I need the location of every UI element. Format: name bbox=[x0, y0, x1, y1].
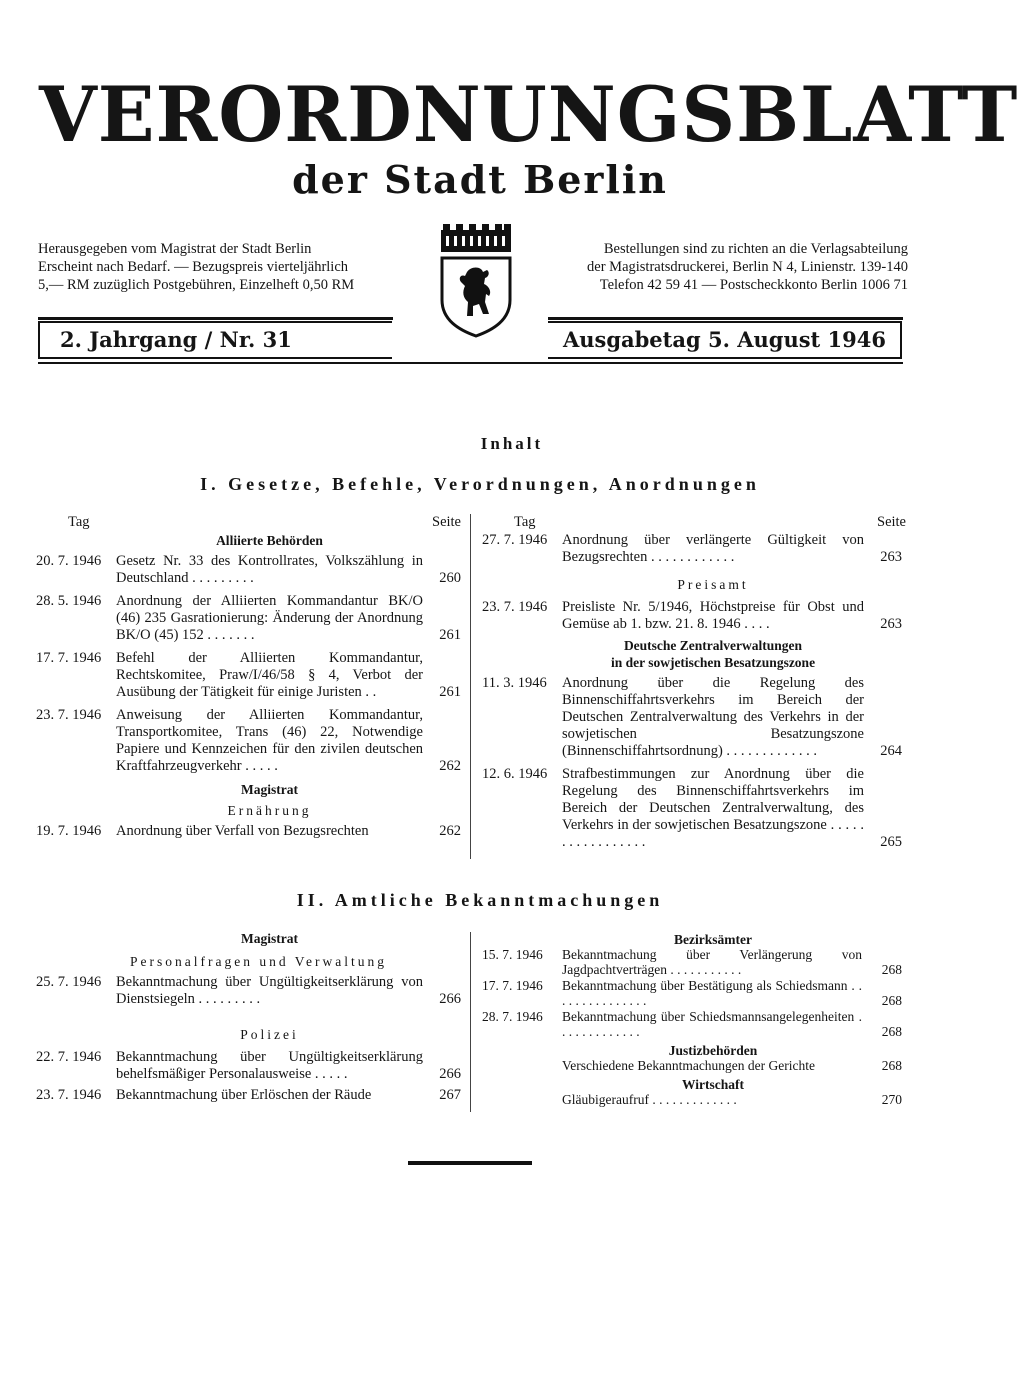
list-item bbox=[36, 707, 461, 775]
entry-text: Bekanntmachung über Ungültigkeitserklärung von Dienstsiegeln . . . . . . . . . bbox=[116, 974, 423, 1007]
end-rule bbox=[408, 1161, 532, 1165]
entry-date: 23. 7. 1946 bbox=[482, 599, 548, 615]
issue-box-left bbox=[38, 321, 392, 359]
entry-text: Bekanntmachung über Bestätigung als Schiedsmann . . . . . . . . . . . . . . . bbox=[562, 978, 862, 1008]
entry-date: 22. 7. 1946 bbox=[36, 1049, 102, 1065]
entry-page: 263 bbox=[880, 616, 902, 632]
entry-text: Strafbestimmungen zur Anordnung über die Regelung des Binnenschiffahrtsverkehrs im Bereich der Deutschen Zentralverwaltung, des Verkehrs in der sowjetischen Besatzungszone . . . . . . . . . . . . . . . . . bbox=[562, 766, 864, 850]
entry-date: 28. 7. 1946 bbox=[482, 1009, 543, 1024]
group-heading: in der sowjetischen Besatzungszone bbox=[610, 655, 816, 670]
publisher-line: Herausgegeben vom Magistrat der Stadt Berlin bbox=[38, 241, 312, 257]
entry-page: 262 bbox=[439, 823, 461, 839]
entry-page: 268 bbox=[881, 1058, 902, 1073]
entry-date: 17. 7. 1946 bbox=[36, 650, 102, 666]
column-head-page: Seite bbox=[432, 514, 461, 530]
entry-text: Verschiedene Bekanntmachungen der Gerichte bbox=[562, 1058, 816, 1073]
group-heading: Alliierte Behörden bbox=[216, 533, 323, 548]
entry-date: 15. 7. 1946 bbox=[482, 947, 543, 962]
entry-text: Anordnung über Verfall von Bezugsrechten bbox=[116, 823, 369, 839]
entry-page: 268 bbox=[881, 962, 902, 977]
list-item bbox=[482, 947, 902, 977]
divider bbox=[38, 362, 903, 364]
list-item bbox=[36, 974, 461, 1008]
order-info bbox=[548, 240, 908, 294]
list-item bbox=[482, 1009, 902, 1039]
entry-text: Gesetz Nr. 33 des Kontrollrates, Volkszählung in Deutschland . . . . . . . . . bbox=[116, 553, 423, 586]
entry-date: 20. 7. 1946 bbox=[36, 553, 102, 569]
group-heading: Magistrat bbox=[241, 931, 298, 946]
list-item bbox=[36, 553, 461, 587]
group-heading: Deutsche Zentralverwaltungen bbox=[623, 638, 803, 653]
entry-text: Preisliste Nr. 5/1946, Höchstpreise für Obst und Gemüse ab 1. bzw. 21. 8. 1946 . . . . bbox=[562, 599, 864, 632]
entry-text: Bekanntmachung über Ungültigkeitserklärung behelfsmäßiger Personalausweise . . . . . bbox=[116, 1049, 423, 1082]
entry-date: 25. 7. 1946 bbox=[36, 974, 102, 990]
section1-right-column bbox=[482, 514, 906, 851]
column-head-date: Tag bbox=[514, 514, 536, 530]
group-subheading: Personalfragen und Verwaltung bbox=[130, 954, 387, 969]
entry-page: 270 bbox=[881, 1092, 902, 1107]
list-item bbox=[482, 766, 902, 851]
section2-left-column bbox=[36, 930, 461, 1104]
issue-date: Ausgabetag 5. August 1946 bbox=[562, 327, 886, 352]
order-line: der Magistratsdruckerei, Berlin N 4, Linienstr. 139-140 bbox=[587, 259, 908, 275]
contents-title: Inhalt bbox=[480, 434, 544, 453]
entry-text: Anordnung über verlängerte Gültigkeit von Bezugsrechten . . . . . . . . . . . . bbox=[562, 532, 864, 565]
group-subheading: Ernährung bbox=[227, 803, 312, 818]
entry-page: 268 bbox=[881, 993, 902, 1008]
group-heading: Bezirksämter bbox=[674, 932, 752, 947]
entry-page: 268 bbox=[881, 1024, 902, 1039]
list-item bbox=[482, 599, 902, 633]
list-item bbox=[482, 675, 902, 760]
issue-number: 2. Jahrgang / Nr. 31 bbox=[60, 327, 292, 352]
list-item bbox=[36, 1087, 461, 1104]
entry-date: 17. 7. 1946 bbox=[482, 978, 543, 993]
list-item bbox=[482, 1092, 902, 1107]
group-heading: Preisamt bbox=[677, 577, 749, 592]
entry-text: Anordnung der Alliierten Kommandantur BK/O (46) 235 Gasrationierung: Änderung der Anordnung BK/O (45) 152 . . . . . . . bbox=[116, 593, 423, 643]
section1-left-column bbox=[36, 514, 461, 840]
list-item bbox=[482, 978, 902, 1008]
section-title: I. Gesetze, Befehle, Verordnungen, Anordnungen bbox=[200, 474, 760, 494]
group-heading: Justizbehörden bbox=[668, 1043, 758, 1058]
list-item bbox=[36, 593, 461, 644]
entry-text: Anweisung der Alliierten Kommandantur, Transportkomitee, Trans (46) 22, Notwendige Papiere und Kennzeichen für den zivilen deutschen Kraftfahrzeugverkehr . . . . . bbox=[116, 707, 423, 774]
entry-page: 261 bbox=[439, 627, 461, 643]
list-item bbox=[36, 823, 461, 840]
entry-date: 11. 3. 1946 bbox=[482, 675, 547, 691]
entry-page: 266 bbox=[439, 991, 461, 1007]
entry-date: 19. 7. 1946 bbox=[36, 823, 102, 839]
entry-date: 23. 7. 1946 bbox=[36, 1087, 102, 1103]
divider bbox=[38, 317, 393, 320]
masthead-title: VERORDNUNGSBLATT bbox=[39, 70, 1019, 159]
entry-date: 12. 6. 1946 bbox=[482, 766, 548, 782]
column-head-date: Tag bbox=[68, 514, 90, 530]
entry-page: 262 bbox=[439, 758, 461, 774]
entry-page: 267 bbox=[439, 1087, 461, 1103]
entry-text: Bekanntmachung über Schiedsmannsangelegenheiten . . . . . . . . . . . . . bbox=[562, 1009, 862, 1039]
entry-text: Gläubigeraufruf . . . . . . . . . . . . . bbox=[562, 1092, 737, 1107]
list-item bbox=[482, 532, 902, 566]
berlin-crest-icon bbox=[437, 222, 515, 340]
divider bbox=[548, 317, 903, 320]
section-title: II. Amtliche Bekanntmachungen bbox=[296, 890, 664, 910]
entry-text: Anordnung über die Regelung des Binnenschiffahrtsverkehrs im Bereich der Deutschen Zentralverwaltung des Verkehrs in der sowjetischen Besatzungszone (Binnenschiffahrtsordnung) . . . . . . . . . . . . . bbox=[562, 675, 864, 759]
group-heading: Wirtschaft bbox=[682, 1077, 744, 1092]
entry-page: 261 bbox=[439, 684, 461, 700]
column-head-page: Seite bbox=[877, 514, 906, 530]
entry-page: 263 bbox=[880, 549, 902, 565]
entry-page: 265 bbox=[880, 834, 902, 850]
list-item bbox=[482, 1058, 902, 1073]
issue-box-right bbox=[548, 321, 902, 359]
entry-date: 27. 7. 1946 bbox=[482, 532, 548, 548]
entry-date: 28. 5. 1946 bbox=[36, 593, 102, 609]
column-divider bbox=[470, 932, 471, 1112]
publisher-info bbox=[38, 240, 398, 294]
entry-date: 23. 7. 1946 bbox=[36, 707, 102, 723]
order-line: Bestellungen sind zu richten an die Verlagsabteilung bbox=[603, 241, 908, 257]
entry-page: 260 bbox=[439, 570, 461, 586]
list-item bbox=[36, 1049, 461, 1083]
entry-page: 264 bbox=[880, 743, 902, 759]
publisher-line: 5,— RM zuzüglich Postgebühren, Einzelheft 0,50 RM bbox=[38, 277, 355, 293]
group-subheading: Polizei bbox=[240, 1027, 299, 1042]
entry-text: Bekanntmachung über Verlängerung von Jagdpachtverträgen . . . . . . . . . . . bbox=[562, 947, 862, 977]
order-line: Telefon 42 59 41 — Postscheckkonto Berlin 1006 71 bbox=[599, 277, 908, 293]
group-heading: Magistrat bbox=[241, 782, 298, 797]
publisher-line: Erscheint nach Bedarf. — Bezugspreis vierteljährlich bbox=[38, 259, 349, 275]
masthead-subtitle: der Stadt Berlin bbox=[292, 157, 668, 202]
section2-right-column bbox=[482, 932, 902, 1107]
entry-text: Bekanntmachung über Erlöschen der Räude bbox=[116, 1087, 372, 1103]
entry-page: 266 bbox=[439, 1066, 461, 1082]
column-divider bbox=[470, 514, 471, 859]
list-item bbox=[36, 650, 461, 701]
entry-text: Befehl der Alliierten Kommandantur, Rechtskomitee, Praw/I/46/58 § 4, Verbot der Ausübung der Tätigkeit für einige Juristen . . bbox=[116, 650, 423, 700]
